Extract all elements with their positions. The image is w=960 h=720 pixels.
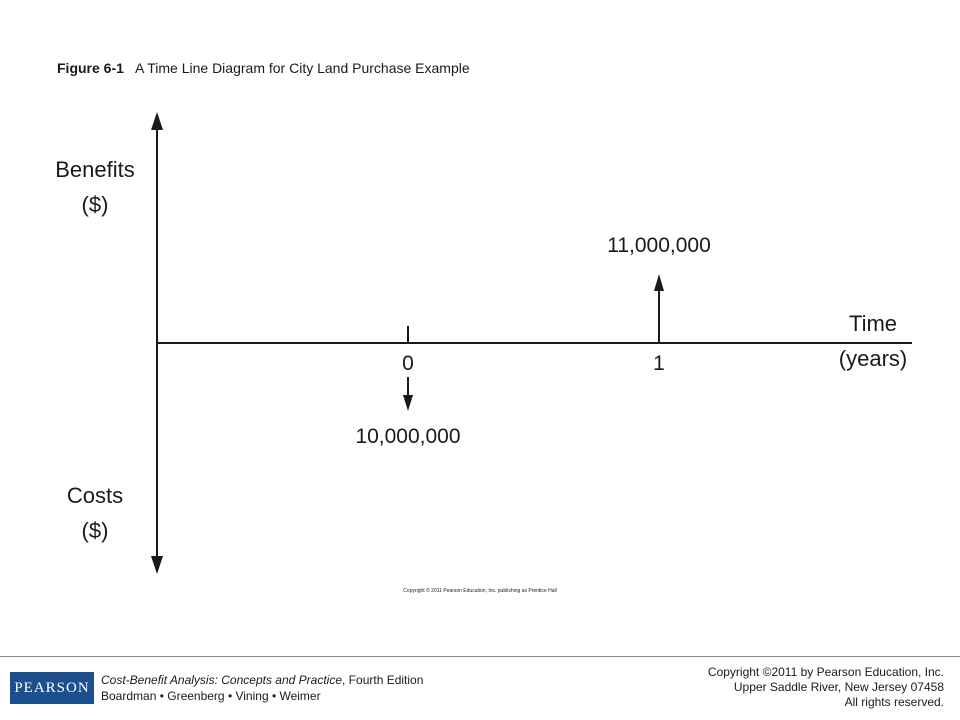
- costs-unit-label: ($): [81, 518, 109, 543]
- benefits-unit-label: ($): [81, 192, 109, 217]
- image-credit: Copyright © 2011 Pearson Education, Inc. publishing as Prentice Hall: [403, 588, 557, 594]
- benefit-amount: 11,000,000: [607, 234, 711, 257]
- book-edition: , Fourth Edition: [342, 673, 424, 687]
- benefits-label: Benefits: [55, 157, 135, 182]
- copyright-line-2: Upper Saddle River, New Jersey 07458: [733, 680, 944, 694]
- cost-arrow-head: [403, 395, 413, 411]
- vertical-axis-bottom-arrow: [151, 556, 163, 574]
- years-label: (years): [838, 346, 908, 371]
- copyright-notice: [708, 665, 944, 710]
- figure-title: A Time Line Diagram for City Land Purchase Example: [135, 60, 470, 76]
- vertical-axis-top-arrow: [151, 112, 163, 130]
- book-title: Cost-Benefit Analysis: Concepts and Practice: [101, 673, 343, 687]
- time-label: Time: [848, 311, 898, 336]
- copyright-line-1: Copyright ©2011 by Pearson Education, Inc.: [707, 665, 944, 679]
- benefit-arrow-head: [654, 274, 664, 291]
- cost-amount: 10,000,000: [355, 425, 461, 448]
- costs-label: Costs: [66, 483, 124, 508]
- copyright-line-3: All rights reserved.: [844, 695, 944, 709]
- footer-divider: [0, 656, 960, 657]
- figure-number: Figure 6-1: [57, 60, 124, 76]
- tick-label-1: 1: [653, 352, 665, 375]
- book-authors: Boardman • Greenberg • Vining • Weimer: [101, 689, 321, 703]
- book-citation: [101, 672, 423, 704]
- pearson-logo: PEARSON: [10, 672, 94, 704]
- tick-label-0: 0: [402, 352, 414, 375]
